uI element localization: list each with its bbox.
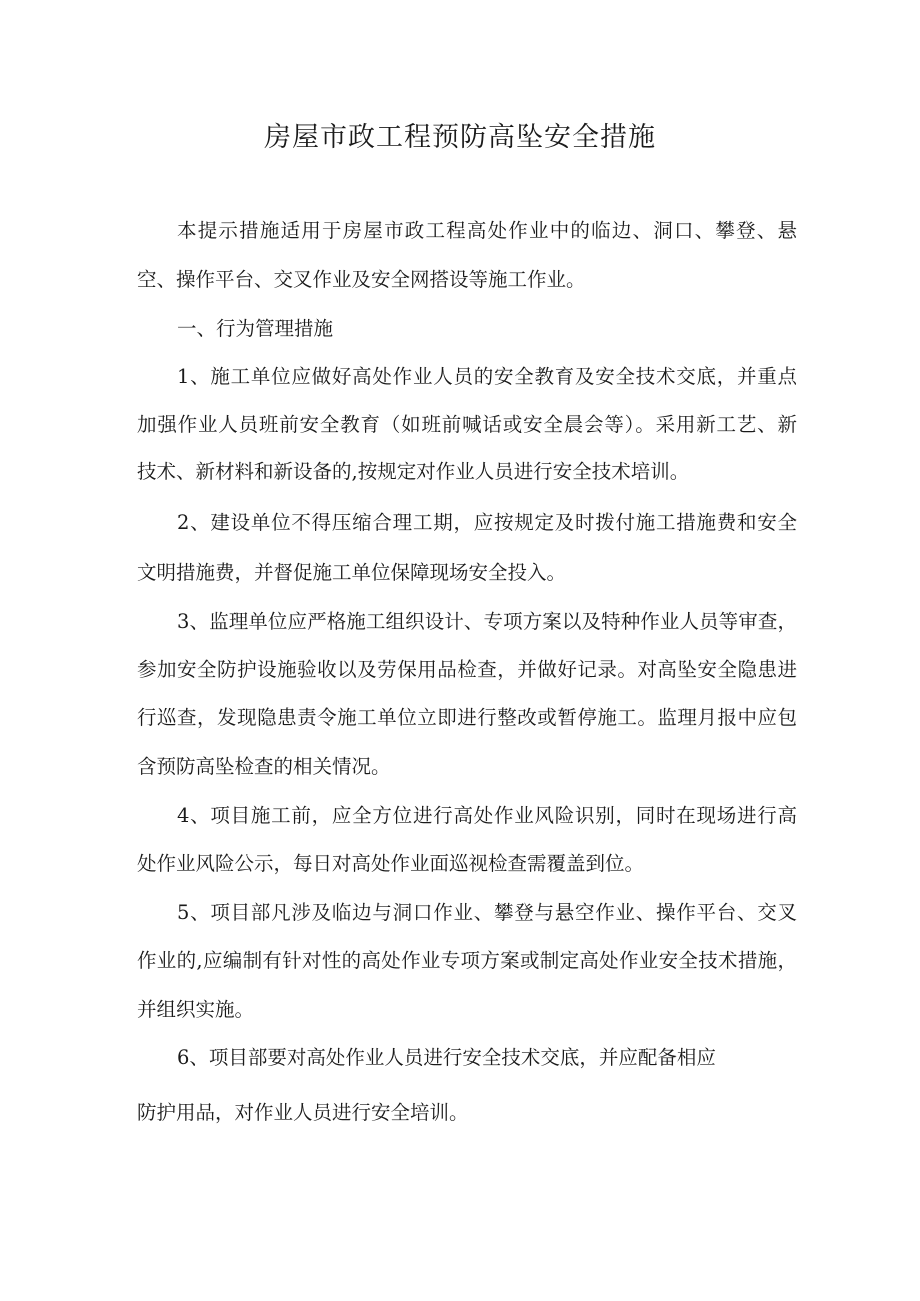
item-2-line-2: 文明措施费，并督促施工单位保障现场安全投入。 <box>137 561 567 584</box>
item-4-line-2: 处作业风险公示，每日对高处作业面巡视检查需覆盖到位。 <box>137 852 645 875</box>
item-3-line-4: 含预防高坠检查的相关情况。 <box>137 755 391 778</box>
item-5-line-3: 并组织实施。 <box>137 998 255 1021</box>
item-3-line-2: 参加安全防护设施验收以及劳保用品检查，并做好记录。对高坠安全隐患进 <box>137 658 797 681</box>
item-3-line-3: 行巡查，发现隐患责令施工单位立即进行整改或暂停施工。监理月报中应包 <box>137 706 797 729</box>
item-6-line-2: 防护用品，对作业人员进行安全培训。 <box>137 1101 469 1124</box>
item-5-line-2: 作业的,应编制有针对性的高处作业专项方案或制定高处作业安全技术措施， <box>137 949 797 972</box>
document-title: 房屋市政工程预防高坠安全措施 <box>264 122 656 153</box>
item-1-line-2: 加强作业人员班前安全教育（如班前喊话或安全晨会等）。采用新工艺、新 <box>137 413 797 436</box>
item-5-line-1: 5、项目部凡涉及临边与洞口作业、攀登与悬空作业、操作平台、交叉 <box>177 901 797 924</box>
item-4-line-1: 4、项目施工前，应全方位进行高处作业风险识别，同时在现场进行高 <box>177 804 797 827</box>
item-6-line-1: 6、项目部要对高处作业人员进行安全技术交底，并应配备相应 <box>177 1046 716 1069</box>
section-heading: 一、行为管理措施 <box>177 317 334 340</box>
item-3-line-1: 3、监理单位应严格施工组织设计、专项方案以及特种作业人员等审查， <box>177 610 797 633</box>
paragraph-intro-line-1: 本提示措施适用于房屋市政工程高处作业中的临边、洞口、攀登、悬 <box>177 219 797 242</box>
paragraph-intro-line-2: 空、操作平台、交叉作业及安全网搭设等施工作业。 <box>137 268 586 291</box>
item-2-line-1: 2、建设单位不得压缩合理工期，应按规定及时拨付施工措施费和安全 <box>177 511 797 534</box>
item-1-line-1: 1、施工单位应做好高处作业人员的安全教育及安全技术交底，并重点 <box>177 365 797 388</box>
item-1-line-3: 技术、新材料和新设备的,按规定对作业人员进行安全技术培训。 <box>137 460 690 483</box>
